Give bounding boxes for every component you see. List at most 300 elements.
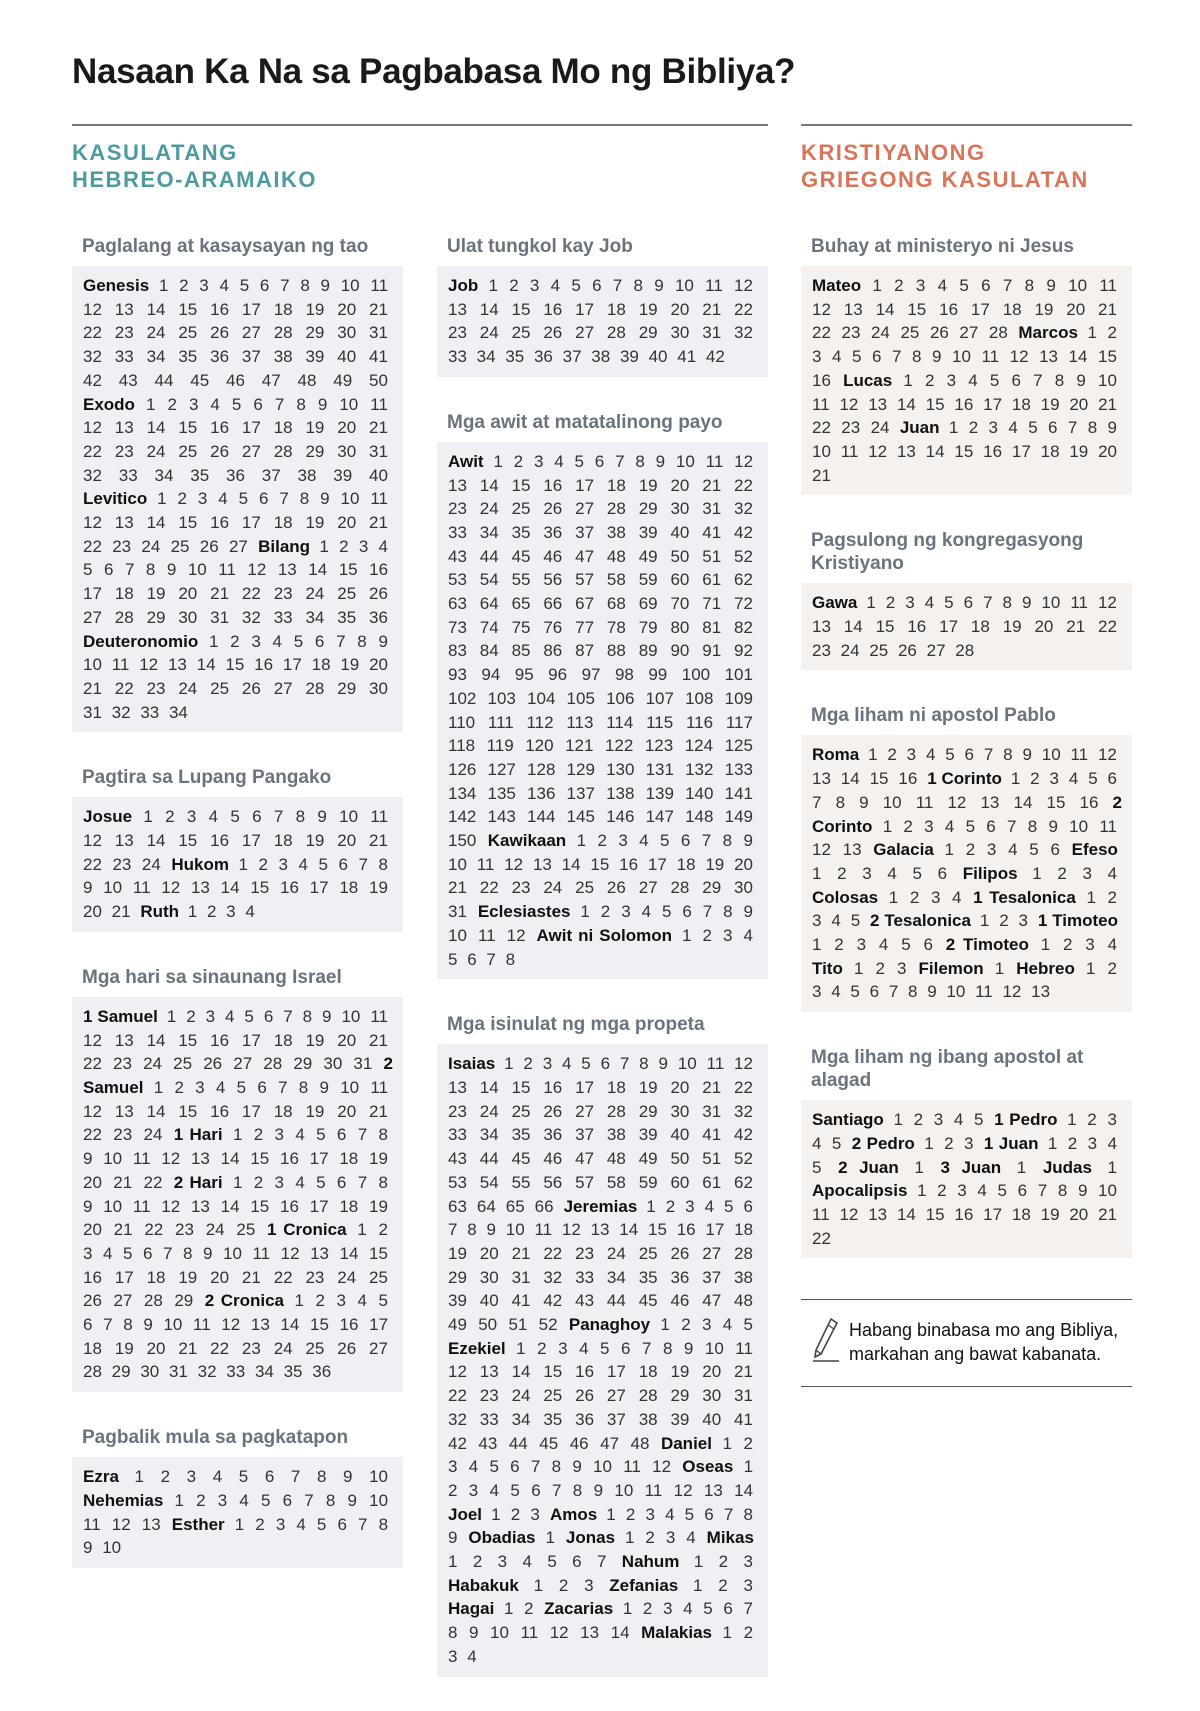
chapter-10[interactable]: 10 xyxy=(675,451,695,471)
chapter-15[interactable]: 15 xyxy=(250,1149,270,1169)
chapter-3[interactable]: 3 xyxy=(336,1291,346,1311)
chapter-45[interactable]: 45 xyxy=(190,370,210,390)
chapter-36[interactable]: 36 xyxy=(543,522,563,542)
chapter-6[interactable]: 6 xyxy=(263,1006,274,1026)
chapter-13[interactable]: 13 xyxy=(250,1315,270,1335)
chapter-5[interactable]: 5 xyxy=(724,1196,734,1216)
chapter-8[interactable]: 8 xyxy=(378,1125,388,1145)
chapter-141[interactable]: 141 xyxy=(724,783,753,803)
chapter-4[interactable]: 4 xyxy=(952,887,962,907)
chapter-10[interactable]: 10 xyxy=(103,1196,123,1216)
chapter-25[interactable]: 25 xyxy=(575,878,595,898)
chapter-6[interactable]: 6 xyxy=(264,1467,275,1487)
chapter-33[interactable]: 33 xyxy=(114,347,134,367)
chapter-2[interactable]: 2 xyxy=(837,863,847,883)
chapter-55[interactable]: 55 xyxy=(511,570,531,590)
chapter-8[interactable]: 8 xyxy=(835,792,846,812)
chapter-10[interactable]: 10 xyxy=(340,489,360,509)
chapter-22[interactable]: 22 xyxy=(241,584,261,604)
chapter-7[interactable]: 7 xyxy=(486,949,496,969)
chapter-15[interactable]: 15 xyxy=(511,475,531,495)
chapter-21[interactable]: 21 xyxy=(734,1362,753,1382)
chapter-4[interactable]: 4 xyxy=(357,1291,367,1311)
chapter-19[interactable]: 19 xyxy=(1040,1204,1060,1224)
chapter-21[interactable]: 21 xyxy=(812,465,831,485)
chapter-18[interactable]: 18 xyxy=(606,475,626,495)
chapter-1[interactable]: 1 xyxy=(516,1338,526,1358)
chapter-9[interactable]: 9 xyxy=(683,1338,694,1358)
chapter-1[interactable]: 1 xyxy=(853,958,864,978)
chapter-1[interactable]: 1 xyxy=(1107,1157,1118,1177)
chapter-16[interactable]: 16 xyxy=(983,441,1003,461)
chapter-9[interactable]: 9 xyxy=(572,1457,582,1477)
chapter-39[interactable]: 39 xyxy=(638,522,658,542)
chapter-5[interactable]: 5 xyxy=(260,1490,271,1510)
chapter-12[interactable]: 12 xyxy=(1009,347,1029,367)
chapter-3[interactable]: 3 xyxy=(274,1125,284,1145)
chapter-18[interactable]: 18 xyxy=(1011,1204,1031,1224)
chapter-14[interactable]: 14 xyxy=(1013,792,1033,812)
chapter-9[interactable]: 9 xyxy=(143,1315,153,1335)
chapter-13[interactable]: 13 xyxy=(114,513,134,533)
chapter-9[interactable]: 9 xyxy=(932,347,942,367)
chapter-4[interactable]: 4 xyxy=(812,1133,822,1153)
chapter-33[interactable]: 33 xyxy=(479,1409,499,1429)
chapter-25[interactable]: 25 xyxy=(337,584,357,604)
chapter-1[interactable]: 1 xyxy=(743,1457,754,1477)
chapter-25[interactable]: 25 xyxy=(170,536,190,556)
chapter-44[interactable]: 44 xyxy=(154,370,174,390)
chapter-10[interactable]: 10 xyxy=(339,394,359,414)
chapter-3[interactable]: 3 xyxy=(621,902,631,922)
chapter-28[interactable]: 28 xyxy=(83,1362,102,1382)
chapter-18[interactable]: 18 xyxy=(339,878,359,898)
chapter-23[interactable]: 23 xyxy=(448,1101,467,1121)
chapter-36[interactable]: 36 xyxy=(312,1362,332,1382)
chapter-21[interactable]: 21 xyxy=(113,1220,133,1240)
chapter-2[interactable]: 2 xyxy=(206,902,217,922)
chapter-11[interactable]: 11 xyxy=(83,1514,101,1534)
chapter-1[interactable]: 1 xyxy=(158,276,169,295)
chapter-97[interactable]: 97 xyxy=(581,665,601,685)
chapter-7[interactable]: 7 xyxy=(1067,418,1078,438)
chapter-1[interactable]: 1 xyxy=(722,1433,732,1453)
chapter-19[interactable]: 19 xyxy=(369,1196,388,1216)
chapter-63[interactable]: 63 xyxy=(448,594,467,614)
chapter-10[interactable]: 10 xyxy=(448,854,467,874)
chapter-110[interactable]: 110 xyxy=(448,712,476,732)
chapter-7[interactable]: 7 xyxy=(1037,1181,1048,1201)
chapter-5[interactable]: 5 xyxy=(239,276,250,295)
chapter-22[interactable]: 22 xyxy=(144,1220,164,1240)
chapter-26[interactable]: 26 xyxy=(543,499,563,519)
chapter-12[interactable]: 12 xyxy=(448,1362,467,1382)
chapter-17[interactable]: 17 xyxy=(241,1030,261,1050)
chapter-2[interactable]: 2 xyxy=(1057,863,1067,883)
chapter-3[interactable]: 3 xyxy=(584,1575,594,1595)
chapter-11[interactable]: 11 xyxy=(218,560,236,580)
chapter-2[interactable]: 2 xyxy=(885,593,896,613)
chapter-29[interactable]: 29 xyxy=(174,1291,194,1311)
chapter-22[interactable]: 22 xyxy=(734,1077,753,1097)
chapter-3[interactable]: 3 xyxy=(663,1599,673,1619)
chapter-7[interactable]: 7 xyxy=(530,1457,541,1477)
chapter-48[interactable]: 48 xyxy=(630,1433,650,1453)
chapter-75[interactable]: 75 xyxy=(511,617,531,637)
chapter-36[interactable]: 36 xyxy=(543,1125,563,1145)
chapter-129[interactable]: 129 xyxy=(566,759,595,779)
chapter-24[interactable]: 24 xyxy=(606,1243,626,1263)
chapter-1[interactable]: 1 xyxy=(646,1196,656,1216)
chapter-33[interactable]: 33 xyxy=(575,1267,595,1287)
chapter-52[interactable]: 52 xyxy=(734,546,753,566)
chapter-3[interactable]: 3 xyxy=(278,854,288,874)
chapter-27[interactable]: 27 xyxy=(241,323,261,343)
chapter-40[interactable]: 40 xyxy=(702,1409,722,1429)
chapter-48[interactable]: 48 xyxy=(734,1291,753,1311)
chapter-27[interactable]: 27 xyxy=(83,607,102,627)
chapter-1[interactable]: 1 xyxy=(294,1291,304,1311)
chapter-31[interactable]: 31 xyxy=(511,1267,531,1287)
chapter-17[interactable]: 17 xyxy=(647,854,667,874)
chapter-112[interactable]: 112 xyxy=(526,712,554,732)
chapter-1[interactable]: 1 xyxy=(979,911,990,931)
chapter-42[interactable]: 42 xyxy=(83,370,102,390)
chapter-115[interactable]: 115 xyxy=(646,712,674,732)
chapter-20[interactable]: 20 xyxy=(670,475,690,495)
chapter-59[interactable]: 59 xyxy=(638,570,658,590)
chapter-2[interactable]: 2 xyxy=(894,276,904,295)
chapter-66[interactable]: 66 xyxy=(543,594,563,614)
chapter-1[interactable]: 1 xyxy=(238,854,248,874)
chapter-19[interactable]: 19 xyxy=(178,1267,198,1287)
chapter-64[interactable]: 64 xyxy=(479,594,499,614)
chapter-11[interactable]: 11 xyxy=(706,1054,725,1074)
chapter-1[interactable]: 1 xyxy=(948,418,959,438)
chapter-6[interactable]: 6 xyxy=(937,863,948,883)
chapter-20[interactable]: 20 xyxy=(1069,394,1089,414)
chapter-29[interactable]: 29 xyxy=(702,878,722,898)
chapter-26[interactable]: 26 xyxy=(199,536,219,556)
chapter-16[interactable]: 16 xyxy=(907,617,927,637)
chapter-34[interactable]: 34 xyxy=(146,347,166,367)
chapter-4[interactable]: 4 xyxy=(208,807,219,827)
chapter-26[interactable]: 26 xyxy=(210,323,230,343)
chapter-149[interactable]: 149 xyxy=(724,807,753,827)
chapter-2[interactable]: 2 xyxy=(718,1575,728,1595)
chapter-17[interactable]: 17 xyxy=(282,655,302,675)
chapter-13[interactable]: 13 xyxy=(580,1623,600,1643)
chapter-22[interactable]: 22 xyxy=(812,1228,831,1248)
chapter-2[interactable]: 2 xyxy=(255,1514,265,1534)
chapter-29[interactable]: 29 xyxy=(670,1386,690,1406)
chapter-5[interactable]: 5 xyxy=(448,949,458,969)
chapter-19[interactable]: 19 xyxy=(305,1030,325,1050)
chapter-14[interactable]: 14 xyxy=(610,1623,630,1643)
chapter-19[interactable]: 19 xyxy=(448,1243,467,1263)
chapter-1[interactable]: 1 xyxy=(924,1133,934,1153)
chapter-44[interactable]: 44 xyxy=(606,1291,626,1311)
chapter-24[interactable]: 24 xyxy=(479,1101,499,1121)
chapter-5[interactable]: 5 xyxy=(684,1504,695,1524)
chapter-30[interactable]: 30 xyxy=(140,1362,160,1382)
chapter-25[interactable]: 25 xyxy=(369,1267,388,1287)
chapter-12[interactable]: 12 xyxy=(221,1315,241,1335)
chapter-23[interactable]: 23 xyxy=(841,323,861,343)
chapter-1[interactable]: 1 xyxy=(576,831,587,851)
chapter-21[interactable]: 21 xyxy=(1098,1204,1117,1224)
chapter-4[interactable]: 4 xyxy=(295,1125,305,1145)
chapter-85[interactable]: 85 xyxy=(511,641,531,661)
chapter-7[interactable]: 7 xyxy=(103,1315,113,1335)
chapter-15[interactable]: 15 xyxy=(869,769,889,789)
chapter-2[interactable]: 2 xyxy=(887,745,897,765)
chapter-8[interactable]: 8 xyxy=(635,451,645,471)
chapter-7[interactable]: 7 xyxy=(983,593,993,613)
chapter-13[interactable]: 13 xyxy=(532,854,552,874)
chapter-42[interactable]: 42 xyxy=(543,1291,563,1311)
chapter-71[interactable]: 71 xyxy=(702,594,722,614)
chapter-56[interactable]: 56 xyxy=(543,1172,563,1192)
chapter-26[interactable]: 26 xyxy=(897,640,917,660)
chapter-3[interactable]: 3 xyxy=(701,1315,712,1335)
chapter-20[interactable]: 20 xyxy=(83,1220,102,1240)
chapter-20[interactable]: 20 xyxy=(1069,1204,1089,1224)
chapter-103[interactable]: 103 xyxy=(487,688,516,708)
chapter-3[interactable]: 3 xyxy=(743,1552,753,1572)
chapter-26[interactable]: 26 xyxy=(241,678,261,698)
chapter-145[interactable]: 145 xyxy=(566,807,595,827)
chapter-16[interactable]: 16 xyxy=(279,1196,299,1216)
chapter-19[interactable]: 19 xyxy=(369,878,388,898)
chapter-2[interactable]: 2 xyxy=(681,1315,691,1335)
chapter-12[interactable]: 12 xyxy=(652,1457,672,1477)
chapter-61[interactable]: 61 xyxy=(702,1172,722,1192)
chapter-7[interactable]: 7 xyxy=(619,1054,630,1074)
chapter-9[interactable]: 9 xyxy=(347,1490,357,1510)
chapter-23[interactable]: 23 xyxy=(511,878,531,898)
chapter-68[interactable]: 68 xyxy=(606,594,626,614)
chapter-17[interactable]: 17 xyxy=(241,299,261,319)
chapter-4[interactable]: 4 xyxy=(686,1528,696,1548)
chapter-7[interactable]: 7 xyxy=(723,1504,734,1524)
chapter-26[interactable]: 26 xyxy=(606,878,626,898)
chapter-19[interactable]: 19 xyxy=(114,1338,134,1358)
chapter-3[interactable]: 3 xyxy=(226,902,236,922)
chapter-21[interactable]: 21 xyxy=(369,831,388,851)
chapter-3[interactable]: 3 xyxy=(1107,1110,1117,1130)
chapter-9[interactable]: 9 xyxy=(322,1006,332,1026)
chapter-12[interactable]: 12 xyxy=(1097,745,1117,765)
chapter-31[interactable]: 31 xyxy=(702,1101,722,1121)
chapter-8[interactable]: 8 xyxy=(378,1514,389,1534)
chapter-7[interactable]: 7 xyxy=(888,982,899,1002)
chapter-13[interactable]: 13 xyxy=(1031,982,1051,1002)
chapter-8[interactable]: 8 xyxy=(357,631,367,651)
chapter-10[interactable]: 10 xyxy=(1069,816,1089,836)
chapter-12[interactable]: 12 xyxy=(868,441,888,461)
chapter-45[interactable]: 45 xyxy=(539,1433,559,1453)
chapter-25[interactable]: 25 xyxy=(305,1338,325,1358)
chapter-9[interactable]: 9 xyxy=(378,631,388,651)
chapter-64[interactable]: 64 xyxy=(476,1196,496,1216)
chapter-146[interactable]: 146 xyxy=(606,807,635,827)
chapter-143[interactable]: 143 xyxy=(487,807,516,827)
chapter-100[interactable]: 100 xyxy=(681,665,711,685)
chapter-33[interactable]: 33 xyxy=(448,347,467,367)
chapter-10[interactable]: 10 xyxy=(341,1006,361,1026)
chapter-14[interactable]: 14 xyxy=(146,1030,166,1050)
chapter-37[interactable]: 37 xyxy=(575,1125,595,1145)
chapter-19[interactable]: 19 xyxy=(705,854,725,874)
chapter-90[interactable]: 90 xyxy=(670,641,690,661)
chapter-14[interactable]: 14 xyxy=(479,475,499,495)
chapter-18[interactable]: 18 xyxy=(1040,441,1060,461)
chapter-13[interactable]: 13 xyxy=(896,441,916,461)
chapter-2[interactable]: 2 xyxy=(448,1480,458,1500)
chapter-2[interactable]: 2 xyxy=(1087,1110,1097,1130)
chapter-3[interactable]: 3 xyxy=(274,1172,284,1192)
chapter-43[interactable]: 43 xyxy=(448,546,467,566)
chapter-9[interactable]: 9 xyxy=(83,878,93,898)
chapter-1[interactable]: 1 xyxy=(914,1157,924,1177)
chapter-11[interactable]: 11 xyxy=(370,394,388,414)
chapter-6[interactable]: 6 xyxy=(252,807,262,827)
chapter-130[interactable]: 130 xyxy=(606,759,635,779)
chapter-31[interactable]: 31 xyxy=(83,702,102,722)
chapter-1[interactable]: 1 xyxy=(917,1181,927,1201)
chapter-25[interactable]: 25 xyxy=(210,678,230,698)
chapter-28[interactable]: 28 xyxy=(273,441,293,461)
chapter-2[interactable]: 2 xyxy=(196,1490,206,1510)
chapter-1[interactable]: 1 xyxy=(134,1467,144,1487)
chapter-5[interactable]: 5 xyxy=(912,863,922,883)
chapter-47[interactable]: 47 xyxy=(600,1433,620,1453)
chapter-84[interactable]: 84 xyxy=(479,641,499,661)
chapter-15[interactable]: 15 xyxy=(875,617,895,637)
chapter-29[interactable]: 29 xyxy=(638,1101,658,1121)
chapter-36[interactable]: 36 xyxy=(226,465,245,485)
chapter-20[interactable]: 20 xyxy=(337,299,357,319)
chapter-6[interactable]: 6 xyxy=(682,902,692,922)
chapter-7[interactable]: 7 xyxy=(280,276,290,295)
chapter-21[interactable]: 21 xyxy=(369,299,388,319)
chapter-3[interactable]: 3 xyxy=(896,958,907,978)
chapter-6[interactable]: 6 xyxy=(336,1125,347,1145)
chapter-3[interactable]: 3 xyxy=(217,1490,228,1510)
chapter-2[interactable]: 2 xyxy=(718,1552,729,1572)
chapter-2[interactable]: 2 xyxy=(558,1575,569,1595)
chapter-28[interactable]: 28 xyxy=(606,1101,626,1121)
chapter-4[interactable]: 4 xyxy=(887,863,897,883)
chapter-20[interactable]: 20 xyxy=(479,1243,499,1263)
chapter-2[interactable]: 2 xyxy=(1030,769,1040,789)
chapter-17[interactable]: 17 xyxy=(575,475,595,495)
chapter-19[interactable]: 19 xyxy=(305,299,325,319)
chapter-2[interactable]: 2 xyxy=(510,1504,521,1524)
chapter-1[interactable]: 1 xyxy=(493,451,503,471)
chapter-5[interactable]: 5 xyxy=(852,347,862,367)
chapter-8[interactable]: 8 xyxy=(908,982,918,1002)
chapter-32[interactable]: 32 xyxy=(543,1267,563,1287)
chapter-101[interactable]: 101 xyxy=(724,665,753,685)
chapter-30[interactable]: 30 xyxy=(369,678,388,698)
chapter-41[interactable]: 41 xyxy=(511,1291,531,1311)
chapter-4[interactable]: 4 xyxy=(665,1504,675,1524)
chapter-19[interactable]: 19 xyxy=(305,418,325,438)
chapter-3[interactable]: 3 xyxy=(251,631,261,651)
chapter-8[interactable]: 8 xyxy=(298,1077,309,1097)
chapter-9[interactable]: 9 xyxy=(743,902,753,922)
chapter-24[interactable]: 24 xyxy=(143,1054,163,1074)
chapter-87[interactable]: 87 xyxy=(575,641,595,661)
chapter-16[interactable]: 16 xyxy=(954,394,974,414)
chapter-15[interactable]: 15 xyxy=(178,418,198,438)
chapter-3[interactable]: 3 xyxy=(618,831,628,851)
chapter-26[interactable]: 26 xyxy=(543,323,563,343)
chapter-46[interactable]: 46 xyxy=(569,1433,589,1453)
chapter-18[interactable]: 18 xyxy=(339,1149,359,1169)
chapter-29[interactable]: 29 xyxy=(146,607,166,627)
chapter-17[interactable]: 17 xyxy=(705,1220,725,1240)
chapter-23[interactable]: 23 xyxy=(114,441,134,461)
chapter-26[interactable]: 26 xyxy=(929,323,949,343)
chapter-9[interactable]: 9 xyxy=(486,1220,496,1240)
chapter-34[interactable]: 34 xyxy=(479,1125,499,1145)
chapter-9[interactable]: 9 xyxy=(655,451,666,471)
chapter-2[interactable]: 2 xyxy=(665,1196,676,1216)
chapter-1[interactable]: 1 xyxy=(488,276,498,295)
chapter-1[interactable]: 1 xyxy=(812,935,822,955)
chapter-2[interactable]: 2 xyxy=(743,1623,754,1643)
chapter-6[interactable]: 6 xyxy=(1107,769,1117,789)
chapter-28[interactable]: 28 xyxy=(114,607,134,627)
chapter-49[interactable]: 49 xyxy=(638,546,658,566)
chapter-12[interactable]: 12 xyxy=(1097,593,1117,613)
chapter-8[interactable]: 8 xyxy=(316,1467,327,1487)
chapter-5[interactable]: 5 xyxy=(850,982,860,1002)
chapter-6[interactable]: 6 xyxy=(314,631,325,651)
chapter-77[interactable]: 77 xyxy=(575,617,595,637)
chapter-45[interactable]: 45 xyxy=(511,546,531,566)
chapter-6[interactable]: 6 xyxy=(531,1480,541,1500)
chapter-41[interactable]: 41 xyxy=(702,1125,722,1145)
chapter-2[interactable]: 2 xyxy=(913,1110,924,1130)
chapter-40[interactable]: 40 xyxy=(369,465,388,485)
chapter-13[interactable]: 13 xyxy=(190,1149,210,1169)
chapter-10[interactable]: 10 xyxy=(614,1480,634,1500)
chapter-14[interactable]: 14 xyxy=(280,1315,300,1335)
chapter-40[interactable]: 40 xyxy=(670,522,690,542)
chapter-74[interactable]: 74 xyxy=(479,617,499,637)
chapter-15[interactable]: 15 xyxy=(250,878,270,898)
chapter-12[interactable]: 12 xyxy=(812,840,831,860)
chapter-4[interactable]: 4 xyxy=(467,1646,477,1666)
chapter-2[interactable]: 2 xyxy=(600,902,611,922)
chapter-17[interactable]: 17 xyxy=(309,1149,329,1169)
chapter-41[interactable]: 41 xyxy=(677,347,697,367)
chapter-8[interactable]: 8 xyxy=(743,1504,753,1524)
chapter-7[interactable]: 7 xyxy=(283,1006,293,1026)
chapter-5[interactable]: 5 xyxy=(945,745,955,765)
chapter-2[interactable]: 2 xyxy=(177,489,187,509)
chapter-17[interactable]: 17 xyxy=(241,418,261,438)
chapter-10[interactable]: 10 xyxy=(448,925,467,945)
chapter-16[interactable]: 16 xyxy=(210,1101,230,1121)
chapter-53[interactable]: 53 xyxy=(448,570,467,590)
chapter-39[interactable]: 39 xyxy=(670,1409,690,1429)
chapter-11[interactable]: 11 xyxy=(252,1243,271,1263)
